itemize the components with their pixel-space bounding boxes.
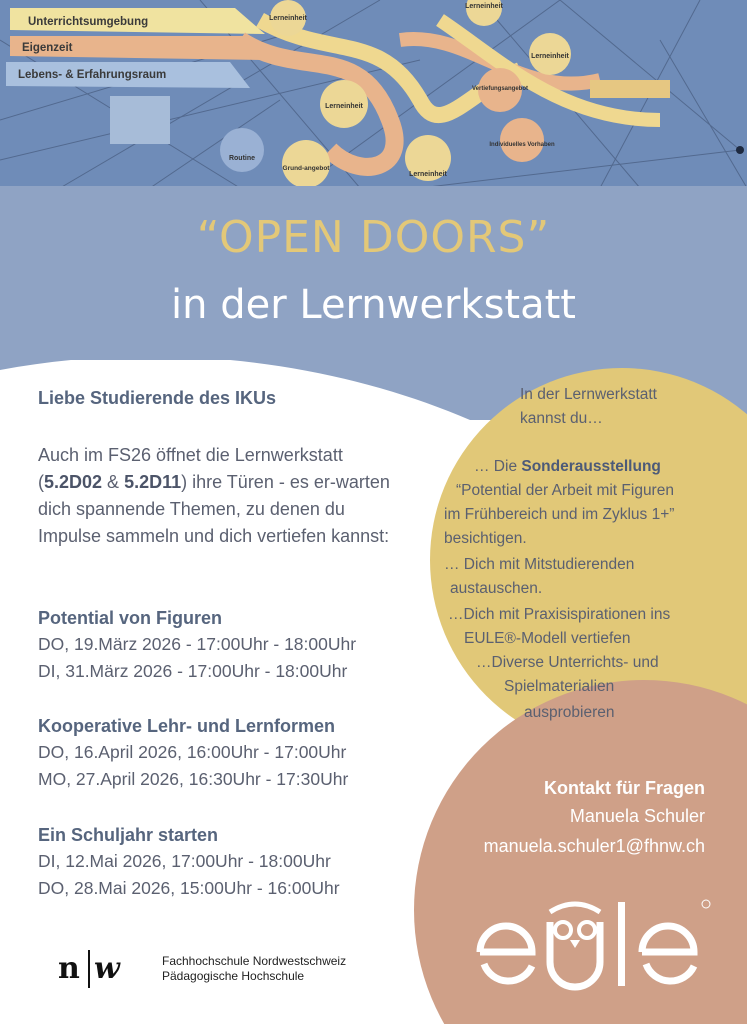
school-name — [162, 954, 346, 984]
stripe-label-1: Unterrichtsumgebung — [28, 16, 149, 28]
ball-label-3: Lerneinheit — [531, 53, 569, 60]
offer-line: Spielmaterialien — [504, 678, 615, 695]
ball-label-7: Individuelles Vorhaben — [489, 142, 555, 148]
contact-name: Manuela Schuler — [569, 806, 705, 826]
offer-line: … Dich mit Mitstudierenden — [444, 556, 635, 573]
svg-text:w: w — [94, 951, 120, 986]
offer-line: im Frühbereich und im Zyklus 1+” — [444, 506, 675, 523]
school-line-2: Pädagogische Hochschule — [162, 969, 305, 983]
svg-text:n: n — [58, 951, 80, 986]
room-1: 5.2D02 — [44, 472, 103, 492]
event-date: DO, 19.März 2026 - 17:00Uhr - 18:00Uhr — [38, 634, 357, 654]
ball-label-8: Routine — [228, 155, 256, 162]
ball-label-9: Grund-angebot — [282, 165, 330, 172]
ball-label-5: Lerneinheit — [409, 171, 447, 178]
intro-amp: & — [102, 472, 125, 492]
event-title: Potential von Figuren — [38, 608, 223, 628]
ball-label-6: Vertiefungsangebot — [471, 86, 529, 92]
headline-open-doors: “OPEN DOORS” — [196, 212, 551, 263]
offer-text: … Die — [474, 458, 522, 475]
headline-subtitle: in der Lernwerkstatt — [171, 282, 576, 328]
offer-highlight: Sonderausstellung — [521, 458, 661, 475]
contact-email-link[interactable]: manuela.schuler1@fhnw.ch — [483, 836, 705, 856]
event-block-schuljahr — [38, 822, 340, 902]
offer-line: In der Lernwerkstatt — [520, 386, 657, 403]
offer-line: ausprobieren — [524, 704, 615, 721]
learning-model-illustration — [0, 0, 747, 188]
contact-heading: Kontakt für Fragen — [543, 778, 705, 798]
stripe-label-2: Eigenzeit — [22, 42, 73, 54]
event-date: DI, 12.Mai 2026, 17:00Uhr - 18:00Uhr — [38, 851, 331, 871]
eule-logo — [470, 892, 720, 992]
offer-line: …Dich mit Praxisispirationen ins — [448, 606, 671, 623]
offer-line: EULE®-Modell vertiefen — [464, 630, 631, 647]
intro-text-2: ) ihre Türen - es er-warten dich spannende Themen, zu denen du Impulse sammeln und dich vertiefen kannst: — [38, 472, 390, 546]
greeting: Liebe Studierende des IKUs — [38, 388, 277, 408]
stripe-label-3: Lebens- & Erfahrungsraum — [18, 69, 167, 81]
event-block-figuren — [38, 605, 356, 685]
event-date: MO, 27.April 2026, 16:30Uhr - 17:30Uhr — [38, 769, 349, 789]
event-date: DO, 28.Mai 2026, 15:00Uhr - 16:00Uhr — [38, 878, 340, 898]
offer-line: austauschen. — [450, 580, 543, 597]
event-title: Kooperative Lehr- und Lernformen — [38, 716, 336, 736]
header-illustration — [0, 0, 747, 188]
offer-line: …Diverse Unterrichts- und — [476, 654, 659, 671]
event-block-kooperativ — [38, 713, 348, 793]
offer-line: besichtigen. — [444, 530, 527, 547]
intro-text-1: Auch im FS26 öffnet die Lernwerkstatt ( — [38, 445, 343, 492]
intro-paragraph — [38, 442, 408, 550]
event-title: Ein Schuljahr starten — [38, 825, 219, 845]
room-2: 5.2D11 — [124, 472, 182, 492]
event-date: DI, 31.März 2026 - 17:00Uhr - 18:00Uhr — [38, 661, 348, 681]
offer-line-special — [474, 455, 661, 479]
school-line-1: Fachhochschule Nordwestschweiz — [162, 954, 347, 968]
offer-line: “Potential der Arbeit mit Figuren — [456, 482, 674, 499]
ball-label-4: Lerneinheit — [325, 103, 363, 110]
event-date: DO, 16.April 2026, 16:00Uhr - 17:00Uhr — [38, 742, 347, 762]
ball-label-1: Lerneinheit — [269, 15, 307, 22]
fhnw-logo — [56, 946, 148, 990]
ball-label-2: Lerneinheit — [465, 3, 503, 10]
offer-line: kannst du… — [520, 410, 603, 427]
